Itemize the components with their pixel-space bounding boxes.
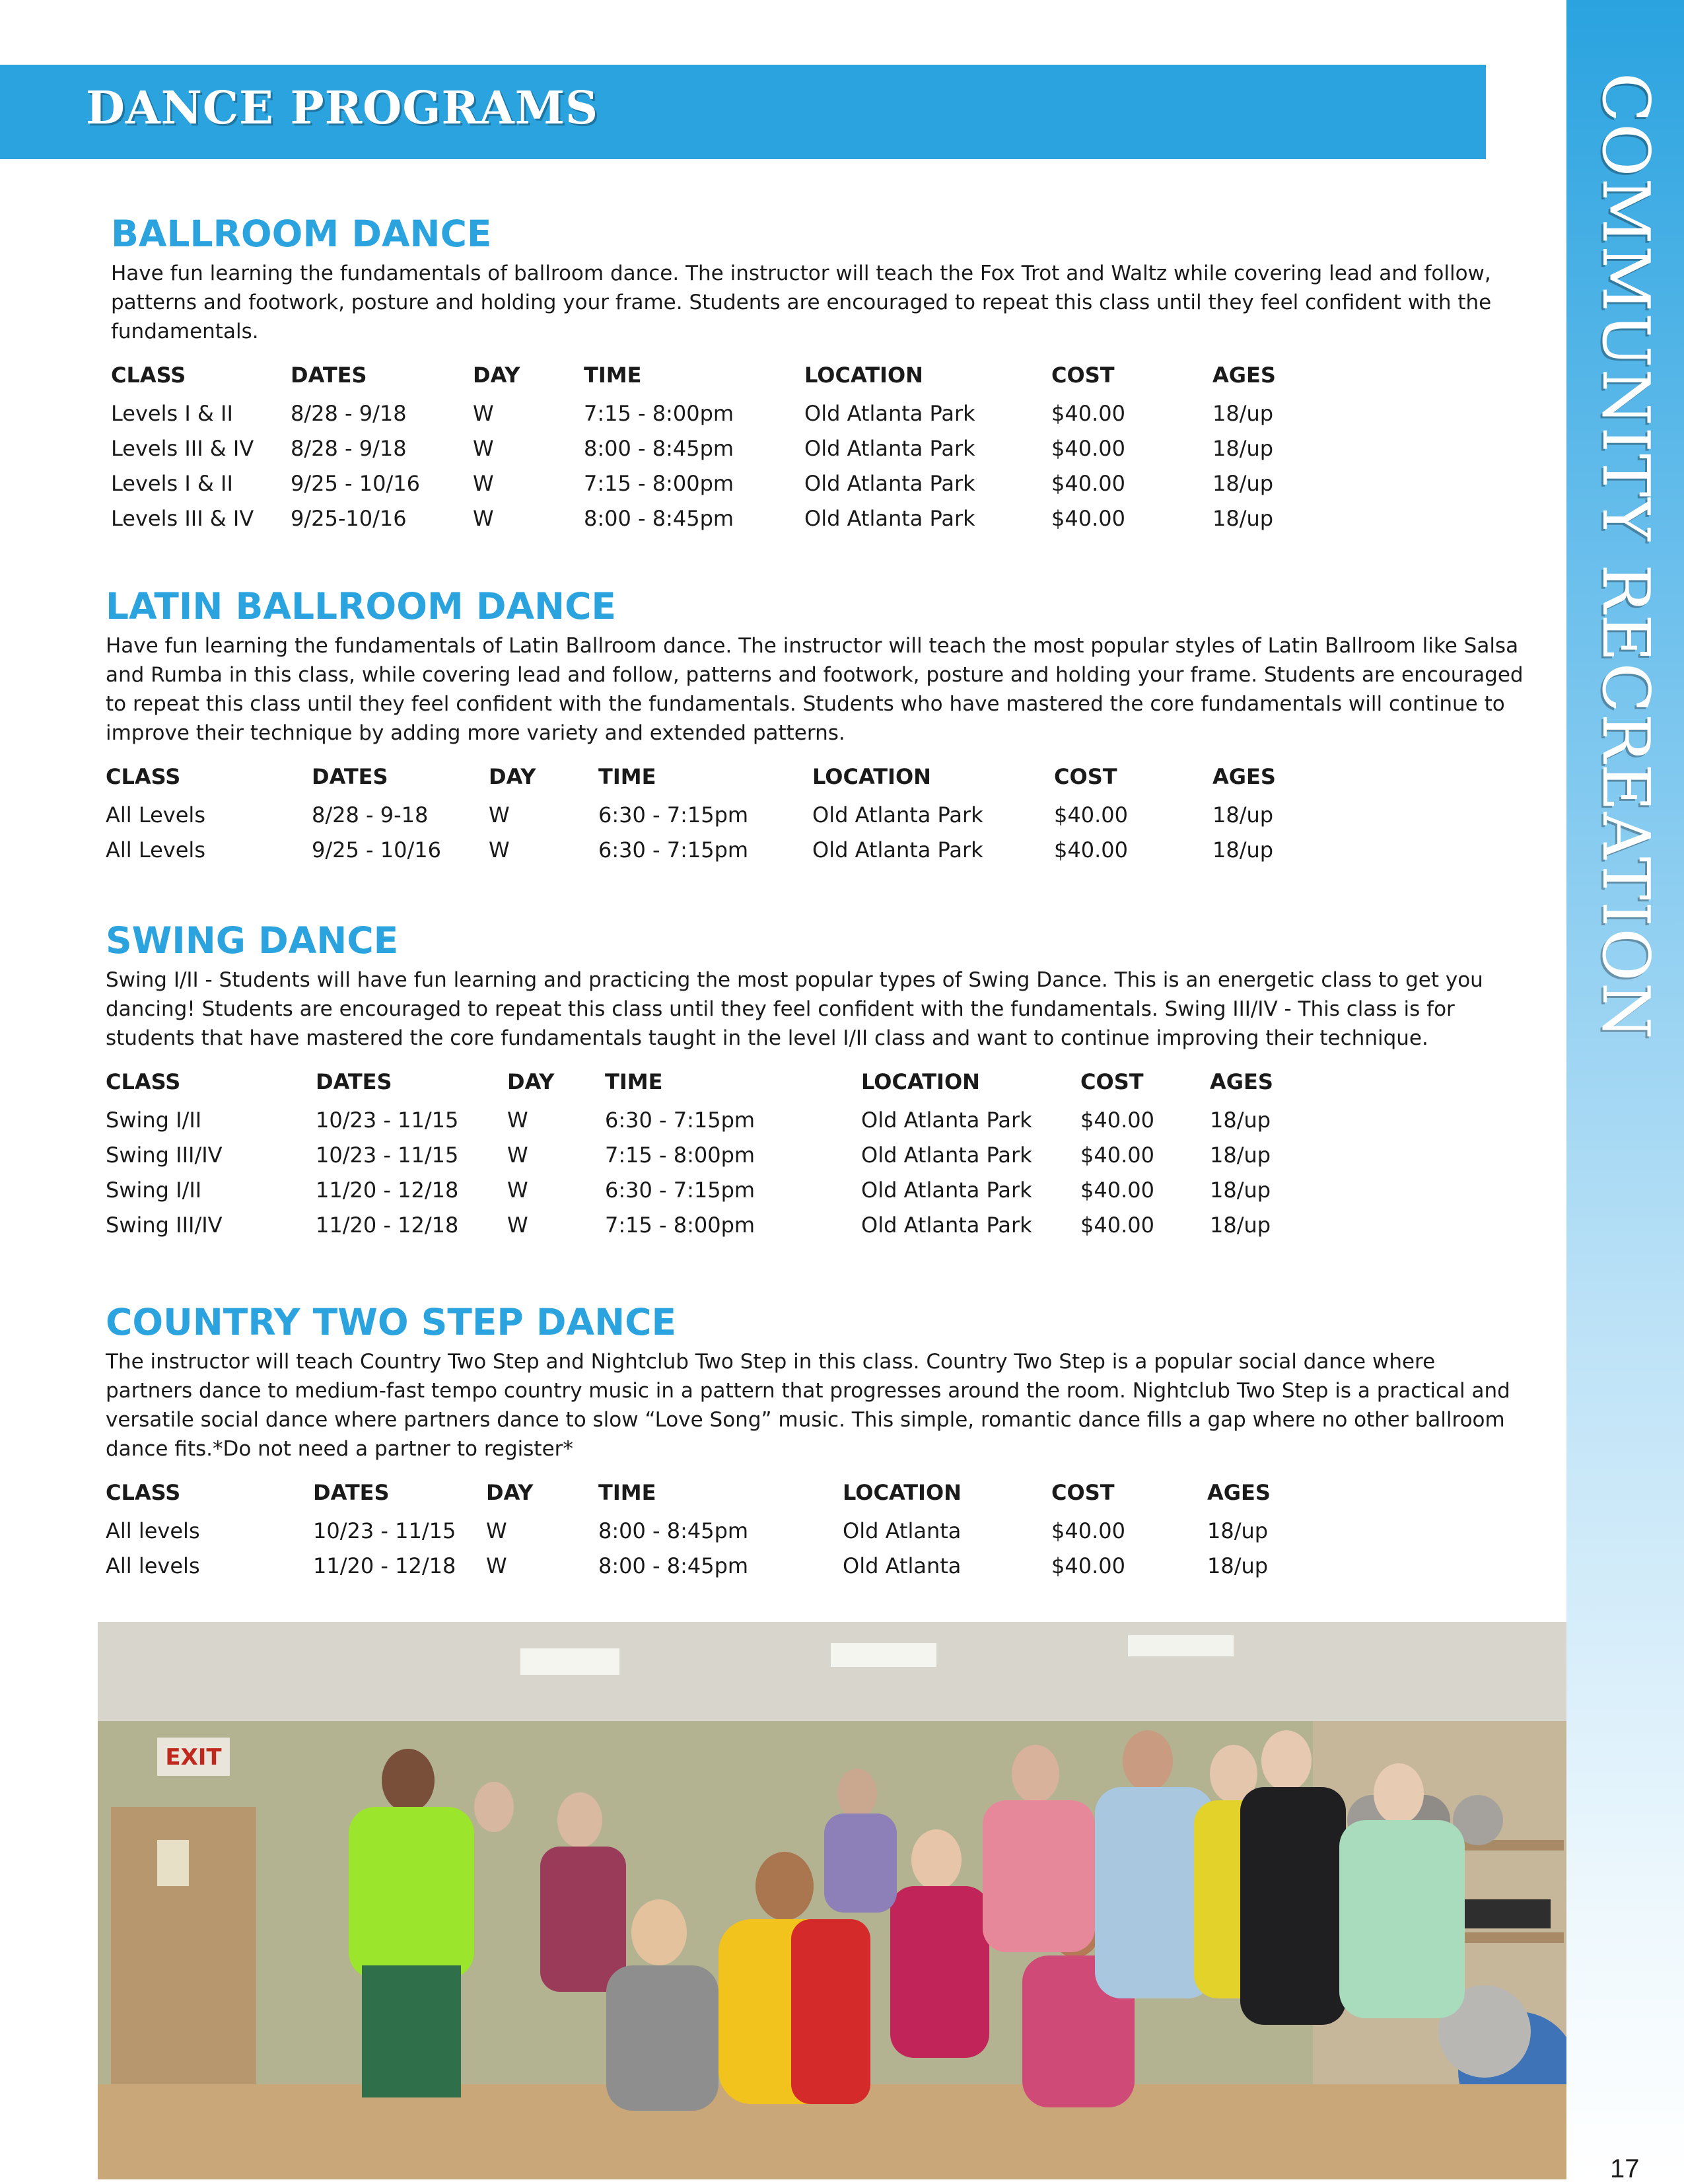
table-cell: 18/up — [1210, 1108, 1271, 1133]
table-cell: 18/up — [1207, 1553, 1269, 1578]
table-cell: 8:00 - 8:45pm — [598, 1553, 749, 1578]
table-cell: 11/20 - 12/18 — [316, 1213, 459, 1238]
table-cell: Old Atlanta Park — [804, 506, 975, 531]
table-cell: 18/up — [1212, 506, 1274, 531]
table-cell: Levels I & II — [111, 401, 233, 426]
table-cell: 11/20 - 12/18 — [313, 1553, 456, 1578]
table-row — [106, 1208, 1526, 1243]
schedule-table — [106, 759, 1526, 868]
column-header: CLASS — [106, 1480, 181, 1505]
table-cell: All Levels — [106, 802, 205, 828]
table-cell: $40.00 — [1080, 1143, 1154, 1168]
table-cell: 18/up — [1212, 436, 1274, 461]
column-header: TIME — [605, 1069, 663, 1094]
table-header-row — [106, 1065, 1526, 1103]
table-cell: W — [473, 471, 494, 496]
column-header: CLASS — [111, 363, 186, 388]
table-cell: Levels I & II — [111, 471, 233, 496]
section-swing-dance — [106, 919, 1526, 1243]
table-cell: Old Atlanta Park — [812, 837, 983, 863]
column-header: DAY — [507, 1069, 555, 1094]
table-cell: $40.00 — [1080, 1108, 1154, 1133]
table-row — [106, 798, 1526, 833]
column-header: COST — [1051, 1480, 1115, 1505]
table-cell: All Levels — [106, 837, 205, 863]
column-header: DATES — [313, 1480, 390, 1505]
table-cell: $40.00 — [1054, 802, 1128, 828]
column-header: LOCATION — [861, 1069, 980, 1094]
section-title: COUNTRY TWO STEP DANCE — [106, 1301, 677, 1343]
table-cell: 8/28 - 9/18 — [291, 436, 407, 461]
column-header: DATES — [316, 1069, 392, 1094]
schedule-table — [106, 1065, 1526, 1243]
table-cell: W — [507, 1178, 528, 1203]
table-row — [106, 1103, 1526, 1138]
table-cell: Old Atlanta Park — [804, 471, 975, 496]
table-cell: 10/23 - 11/15 — [316, 1108, 459, 1133]
table-cell: Levels III & IV — [111, 506, 254, 531]
table-cell: 11/20 - 12/18 — [316, 1178, 459, 1203]
section-description: Have fun learning the fundamentals of Latin Ballroom dance. The instructor will teach the most popular styles of Latin Ballroom like Salsa and Rumba in this class, while covering lead and follow, patterns and footwork, posture and holding your frame. Students are encouraged to repeat this class until they feel confident with the fundamentals. Students who have mastered the core fundamentals will continue to improve their technique by adding more variety and extended patterns. — [106, 634, 1524, 745]
column-header: AGES — [1210, 1069, 1273, 1094]
exit-sign-label: EXIT — [165, 1744, 222, 1771]
column-header: COST — [1054, 764, 1117, 789]
table-cell: Old Atlanta Park — [861, 1143, 1032, 1168]
column-header: TIME — [584, 363, 642, 388]
section-title: SWING DANCE — [106, 919, 399, 962]
table-cell: 18/up — [1212, 401, 1274, 426]
table-cell: 8/28 - 9/18 — [291, 401, 407, 426]
table-cell: $40.00 — [1054, 837, 1128, 863]
schedule-table — [106, 1475, 1526, 1584]
column-header: COST — [1080, 1069, 1144, 1094]
column-header: TIME — [598, 1480, 656, 1505]
table-cell: 18/up — [1212, 471, 1274, 496]
table-row — [106, 1549, 1526, 1584]
table-cell: Swing I/II — [106, 1108, 202, 1133]
column-header: DATES — [291, 363, 367, 388]
table-cell: $40.00 — [1051, 1553, 1125, 1578]
table-cell: W — [473, 436, 494, 461]
table-cell: 7:15 - 8:00pm — [605, 1213, 755, 1238]
table-cell: 6:30 - 7:15pm — [598, 802, 749, 828]
table-row — [106, 1138, 1526, 1173]
table-cell: 6:30 - 7:15pm — [598, 837, 749, 863]
table-cell: Old Atlanta Park — [804, 401, 975, 426]
table-cell: Old Atlanta Park — [861, 1213, 1032, 1238]
dance-class-photo — [98, 1622, 1566, 2179]
table-cell: W — [507, 1213, 528, 1238]
table-cell: Old Atlanta Park — [861, 1178, 1032, 1203]
table-cell: All levels — [106, 1518, 200, 1543]
table-cell: 9/25 - 10/16 — [291, 471, 420, 496]
table-row — [106, 1514, 1526, 1549]
table-cell: $40.00 — [1051, 1518, 1125, 1543]
table-cell: $40.00 — [1051, 506, 1125, 531]
table-cell: 10/23 - 11/15 — [316, 1143, 459, 1168]
table-row — [111, 466, 1531, 501]
table-row — [111, 396, 1531, 431]
table-row — [111, 431, 1531, 466]
column-header: DAY — [473, 363, 520, 388]
table-cell: Swing III/IV — [106, 1213, 223, 1238]
table-cell: $40.00 — [1051, 436, 1125, 461]
table-header-row — [111, 358, 1531, 396]
column-header: AGES — [1207, 1480, 1271, 1505]
column-header: AGES — [1212, 764, 1276, 789]
section-description: Have fun learning the fundamentals of ballroom dance. The instructor will teach the Fox Trot and Waltz while covering lead and follow, patterns and footwork, posture and holding your frame. Students are encouraged to repeat this class until they feel confident with the fundamentals. — [111, 262, 1492, 343]
table-cell: 6:30 - 7:15pm — [605, 1108, 755, 1133]
sidebar-label: COMMUNITY RECREATION — [1588, 73, 1663, 1041]
table-cell: Old Atlanta Park — [804, 436, 975, 461]
table-row — [106, 833, 1526, 868]
column-header: AGES — [1212, 363, 1276, 388]
table-cell: $40.00 — [1051, 401, 1125, 426]
table-cell: 7:15 - 8:00pm — [584, 401, 734, 426]
table-cell: Old Atlanta Park — [861, 1108, 1032, 1133]
table-cell: 18/up — [1210, 1178, 1271, 1203]
table-cell: 8:00 - 8:45pm — [584, 506, 734, 531]
table-cell: 8/28 - 9-18 — [312, 802, 429, 828]
table-cell: 9/25 - 10/16 — [312, 837, 441, 863]
table-cell: 9/25-10/16 — [291, 506, 407, 531]
table-row — [106, 1173, 1526, 1208]
section-country-two-step-dance — [106, 1301, 1526, 1584]
table-cell: 18/up — [1212, 802, 1274, 828]
section-description: Swing I/II - Students will have fun learning and practicing the most popular types of Swing Dance. This is an energetic class to get you dancing! Students are encouraged to repeat this class until they feel confident with the fundamentals. Swing III/IV - This class is for students that have mastered the core fundamentals taught in the level I/II class and want to continue improving their technique. — [106, 968, 1483, 1050]
section-latin-ballroom-dance — [106, 585, 1526, 868]
table-cell: W — [473, 401, 494, 426]
table-cell: Old Atlanta — [843, 1553, 962, 1578]
table-header-row — [106, 759, 1526, 798]
column-header: DAY — [489, 764, 536, 789]
table-cell: 10/23 - 11/15 — [313, 1518, 456, 1543]
table-cell: Old Atlanta Park — [812, 802, 983, 828]
table-cell: 18/up — [1212, 837, 1274, 863]
table-cell: W — [489, 802, 510, 828]
dance-class-illustration — [98, 1622, 1566, 2179]
page-number: 17 — [1610, 2154, 1640, 2183]
table-cell: $40.00 — [1051, 471, 1125, 496]
schedule-table — [111, 358, 1531, 536]
table-cell: 18/up — [1210, 1143, 1271, 1168]
section-description: The instructor will teach Country Two Step and Nightclub Two Step in this class. Country Two Step is a popular social dance where partners dance to medium-fast tempo country music in a pattern that progresses around the room. Nightclub Two Step is a practical and versatile social dance where partners dance to slow “Love Song” music. This simple, romantic dance fills a gap where no other ballroom dance fits.*Do not need a partner to register* — [106, 1350, 1510, 1461]
table-cell: $40.00 — [1080, 1178, 1154, 1203]
column-header: LOCATION — [804, 363, 923, 388]
table-cell: 8:00 - 8:45pm — [598, 1518, 749, 1543]
table-cell: 18/up — [1210, 1213, 1271, 1238]
table-cell: Swing III/IV — [106, 1143, 223, 1168]
table-row — [111, 501, 1531, 536]
table-cell: 7:15 - 8:00pm — [605, 1143, 755, 1168]
table-cell: Old Atlanta — [843, 1518, 962, 1543]
table-cell: 18/up — [1207, 1518, 1269, 1543]
table-cell: Swing I/II — [106, 1178, 202, 1203]
section-title: LATIN BALLROOM DANCE — [106, 585, 617, 627]
column-header: LOCATION — [843, 1480, 962, 1505]
table-cell: W — [507, 1143, 528, 1168]
column-header: CLASS — [106, 764, 181, 789]
table-cell: W — [486, 1518, 507, 1543]
table-cell: 8:00 - 8:45pm — [584, 436, 734, 461]
column-header: DATES — [312, 764, 388, 789]
table-cell: W — [473, 506, 494, 531]
column-header: COST — [1051, 363, 1115, 388]
column-header: CLASS — [106, 1069, 181, 1094]
column-header: LOCATION — [812, 764, 931, 789]
table-cell: $40.00 — [1080, 1213, 1154, 1238]
page-title: DANCE PROGRAMS — [86, 82, 599, 135]
section-ballroom-dance — [111, 213, 1531, 536]
table-cell: W — [486, 1553, 507, 1578]
table-cell: 6:30 - 7:15pm — [605, 1178, 755, 1203]
table-cell: Levels III & IV — [111, 436, 254, 461]
table-header-row — [106, 1475, 1526, 1514]
table-cell: W — [507, 1108, 528, 1133]
column-header: DAY — [486, 1480, 534, 1505]
table-cell: 7:15 - 8:00pm — [584, 471, 734, 496]
table-cell: All levels — [106, 1553, 200, 1578]
section-title: BALLROOM DANCE — [111, 213, 492, 255]
table-cell: W — [489, 837, 510, 863]
column-header: TIME — [598, 764, 656, 789]
